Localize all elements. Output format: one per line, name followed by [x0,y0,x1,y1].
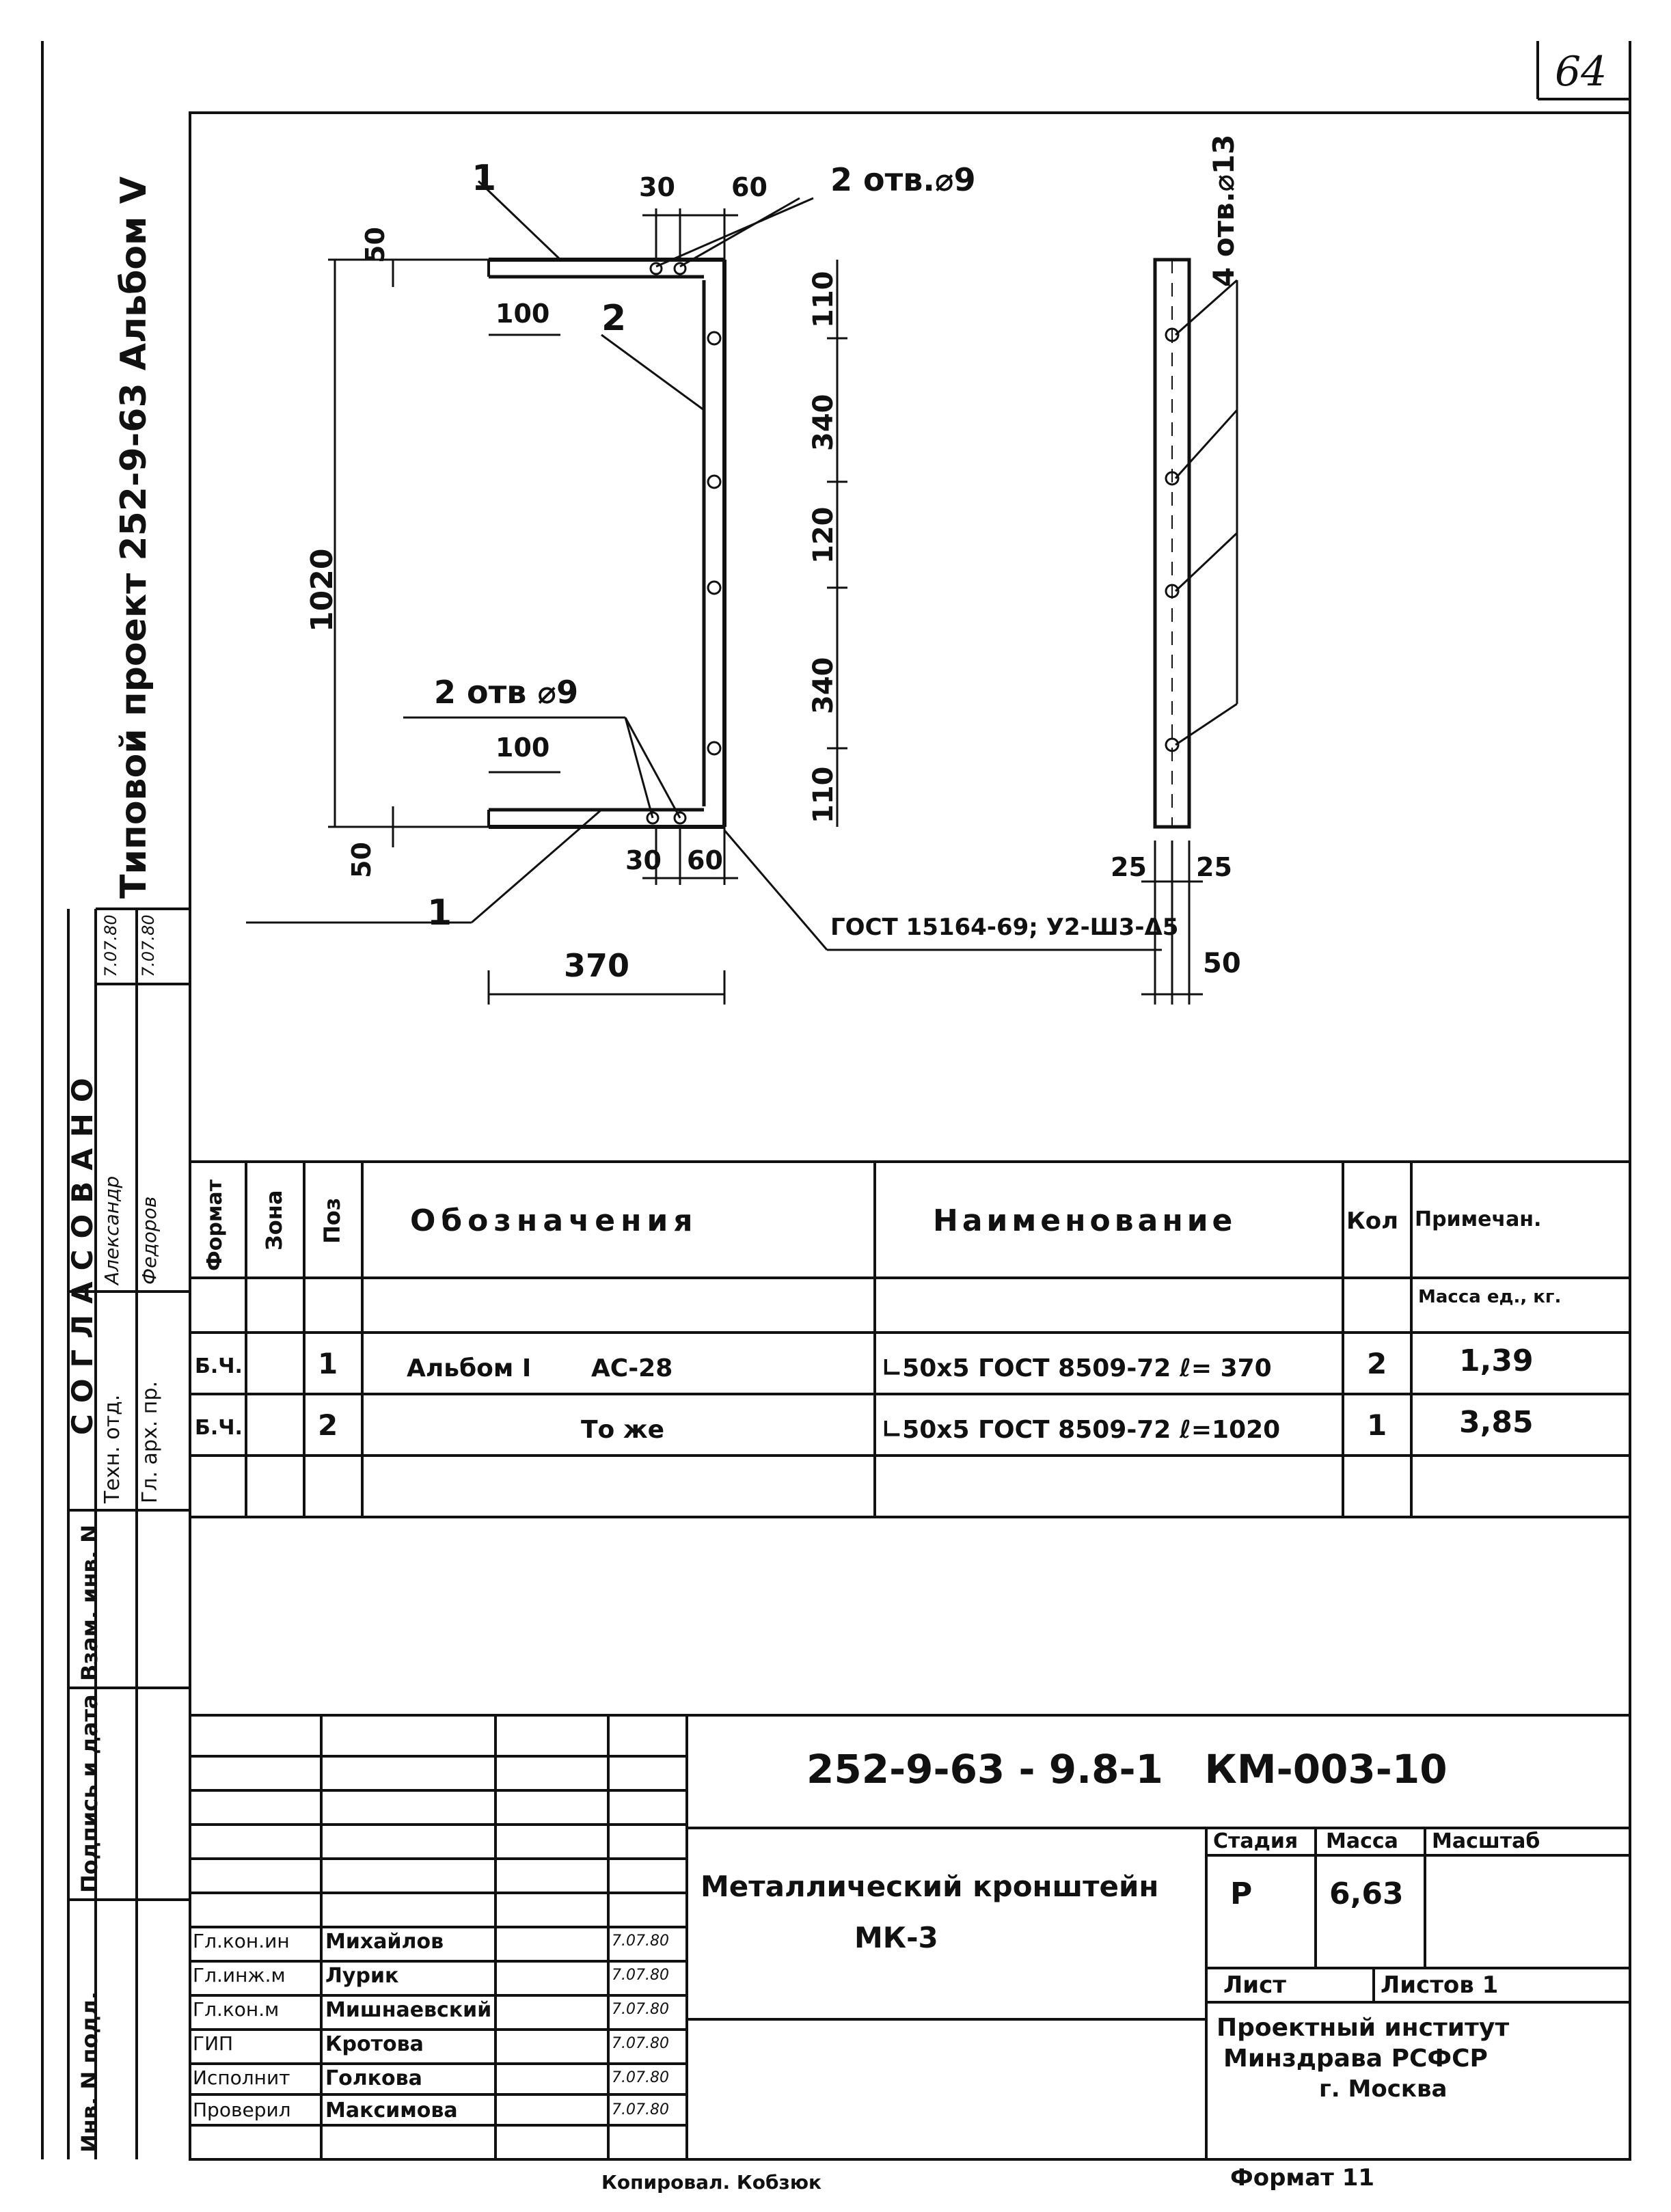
staff-role: Исполнит [193,2066,290,2089]
callout-gost: ГОСТ 15164-69; У2-Ш3-Δ5 [830,914,1179,941]
sheet-label: Лист [1223,1971,1286,1999]
inv-label: Инв. N подл. [77,1991,103,2153]
header-name: Наименование [933,1203,1237,1238]
stage-label: Стадия [1213,1829,1299,1853]
callout-holes-right: 4 отв.⌀13 [1207,134,1240,287]
row2-name: ∟50x5 ГОСТ 8509-72 ℓ=1020 [882,1416,1281,1444]
dim-25-right: 25 [1196,852,1232,882]
staff-role: Гл.инж.м [193,1964,286,1986]
row1-pos: 1 [318,1347,338,1380]
staff-date: 7.07.80 [612,1933,669,1950]
staff-name: Михайлов [325,1930,444,1954]
staff-role: Гл.кон.м [193,1998,280,2021]
dim-120: 120 [808,506,839,564]
part-title-1: Металлический кронштейн [701,1870,1159,1903]
callout-pos1-bottom: 1 [427,892,452,933]
staff-role: Проверил [193,2099,291,2121]
dim-60-top: 60 [731,172,767,202]
scale-label: Масштаб [1432,1829,1540,1853]
header-pos: Поз [319,1197,345,1244]
header-qty: Кол [1346,1207,1399,1235]
row2-format: Б.Ч. [195,1416,243,1440]
sheet-format: Формат 11 [1230,2164,1375,2191]
approval2-date: 7.07.80 [139,914,158,977]
dim-110-top: 110 [808,271,839,328]
dim-30-bottom: 30 [625,845,662,875]
org-line-2: Минздрава РСФСР [1223,2045,1488,2073]
sheets-label: Листов 1 [1381,1971,1499,1999]
header-designation: Обозначения [410,1203,698,1238]
staff-date: 7.07.80 [612,2035,669,2052]
row1-format: Б.Ч. [195,1354,243,1378]
staff-role: Гл.кон.ин [193,1930,290,1952]
vzam-label: Взам. инв. N [77,1525,103,1681]
dim-30-top: 30 [639,172,675,202]
header-format: Формат [203,1179,227,1271]
podpis-label: Подпись и дата [77,1694,103,1893]
dim-340-top: 340 [808,394,839,451]
copied-by: Копировал. Кобзюк [601,2171,822,2194]
dim-100-bottom: 100 [495,733,550,763]
dim-50-top: 50 [360,227,390,263]
org-line-1: Проектный институт [1217,2014,1510,2042]
stage-value: Р [1230,1876,1253,1911]
header-note: Примечан. [1415,1207,1542,1231]
staff-name: Голкова [325,2066,422,2090]
staff-date: 7.07.80 [612,2101,669,2118]
part-title-2: МК-3 [854,1921,938,1954]
doc-code: 252-9-63 - 9.8-1 КМ-003-10 [806,1746,1448,1792]
approval1-date: 7.07.80 [101,914,120,977]
staff-date: 7.07.80 [612,2069,669,2086]
approvals-title: СОГЛАСОВАНО [66,1067,99,1435]
page-number: 64 [1555,48,1607,96]
staff-name: Мишнаевский [325,1998,492,2022]
staff-name: Лурик [325,1964,399,1988]
callout-pos2: 2 [601,298,627,339]
staff-name: Максимова [325,2099,458,2122]
row2-pos: 2 [318,1408,338,1442]
row1-qty: 2 [1367,1347,1387,1380]
dim-50-right: 50 [1203,948,1241,979]
dim-60-bottom: 60 [687,845,723,875]
row1-designation: Альбом I АС-28 [407,1354,673,1382]
mass-note: Масса ед., кг. [1418,1287,1562,1307]
dim-25-left: 25 [1111,852,1147,882]
row2-note: 3,85 [1459,1405,1534,1440]
staff-role: ГИП [193,2032,234,2055]
row2-qty: 1 [1367,1408,1387,1442]
row2-designation: То же [581,1416,665,1444]
approval2-name: Федоров [138,1196,161,1285]
staff-name: Кротова [325,2032,424,2056]
mass-label: Масса [1326,1829,1398,1853]
dim-340-bottom: 340 [808,657,839,714]
approval1-role: Техн. отд. [100,1394,124,1503]
row1-name: ∟50x5 ГОСТ 8509-72 ℓ= 370 [882,1354,1272,1382]
dim-50-bottom: 50 [347,842,377,878]
row1-note: 1,39 [1459,1343,1534,1378]
approval1-name: Александр [100,1175,123,1285]
header-zone: Зона [261,1190,287,1251]
approval2-role: Гл. арх. пр. [138,1381,162,1503]
staff-date: 7.07.80 [612,1967,669,1984]
callout-holes-top: 2 отв.⌀9 [830,161,976,198]
dim-370: 370 [564,947,630,984]
dim-1020: 1020 [305,548,340,632]
staff-date: 7.07.80 [612,2001,669,2018]
callout-pos1-top: 1 [472,158,497,199]
org-line-3: г. Москва [1319,2075,1448,2103]
mass-value: 6,63 [1329,1876,1404,1911]
side-title: Типовой проект 252-9-63 Альбом V [113,176,154,899]
callout-holes-bottom: 2 отв ⌀9 [434,674,579,711]
dim-100-top: 100 [495,299,550,329]
dim-110-bottom: 110 [808,766,839,823]
